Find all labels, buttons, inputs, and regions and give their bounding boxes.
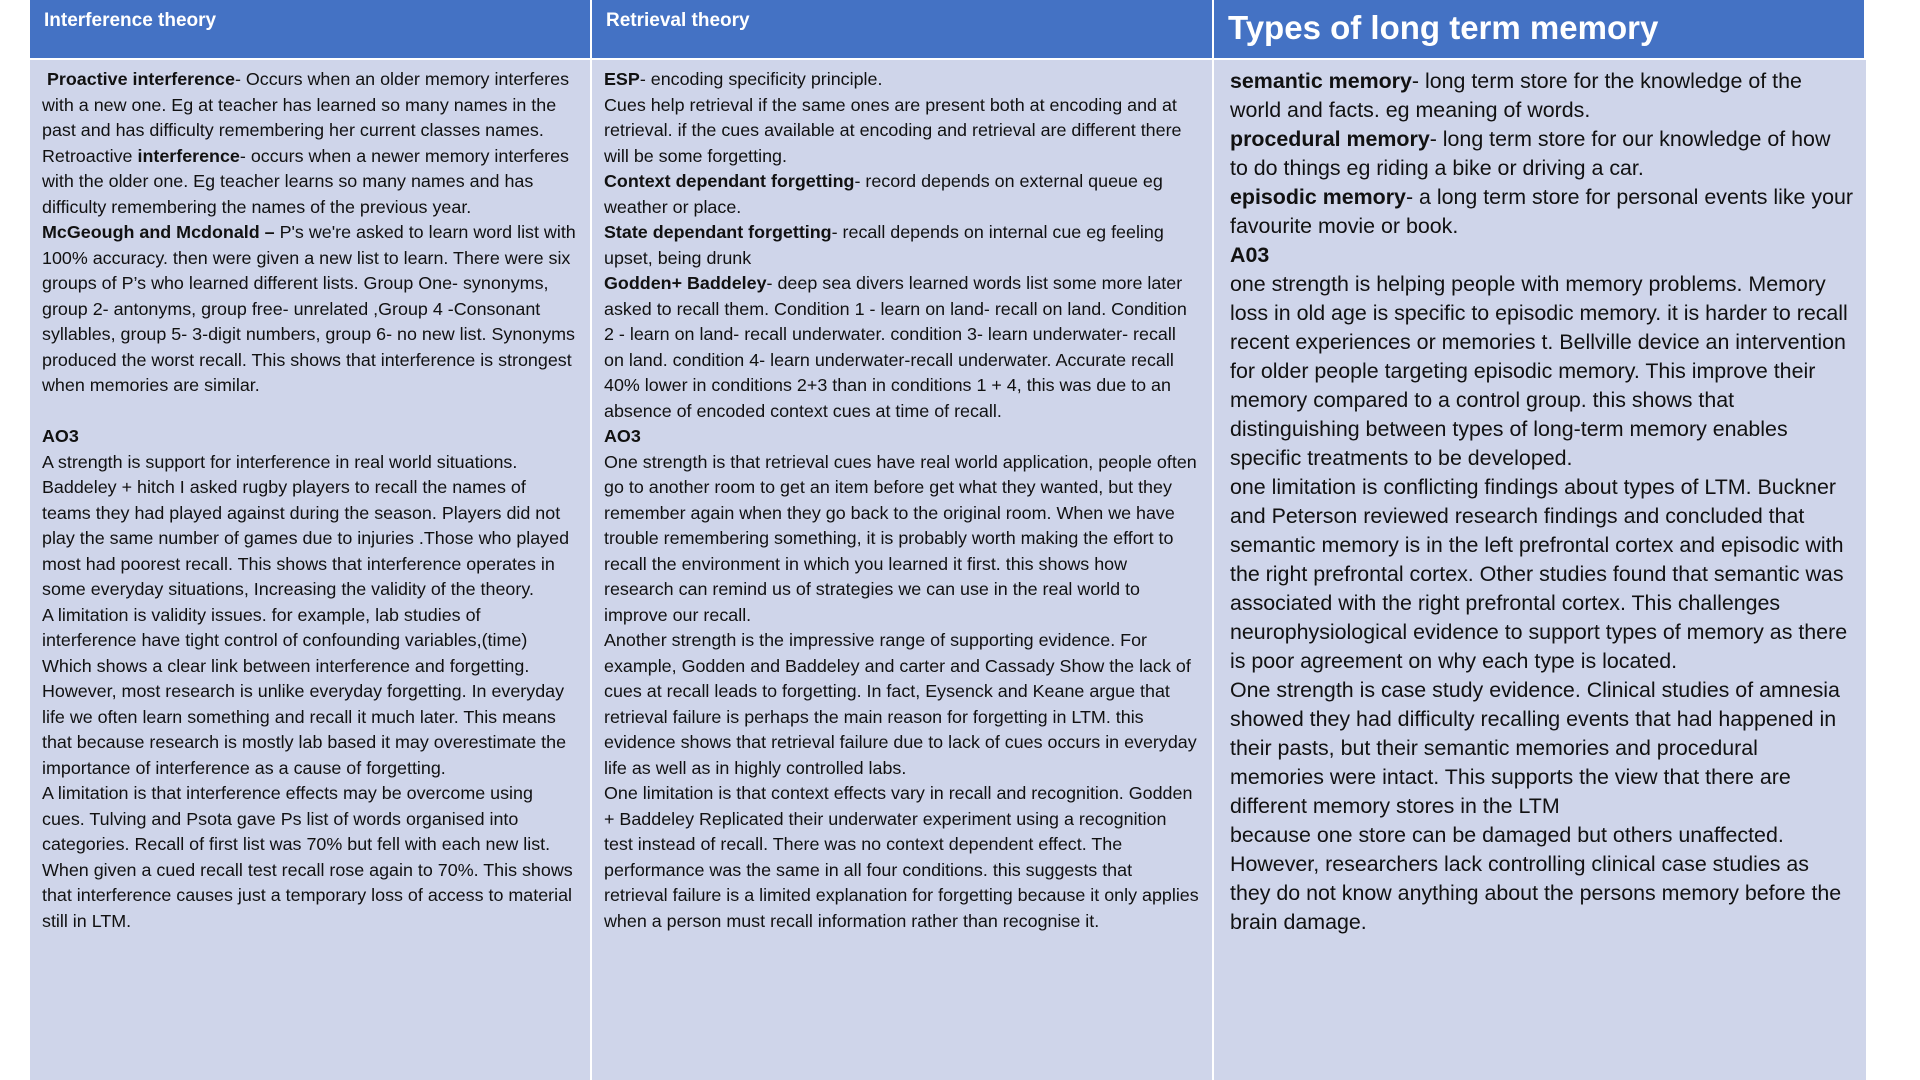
term-state-dependant: State dependant forgetting — [604, 222, 832, 242]
term-interference: interference — [137, 145, 240, 166]
term-procedural-memory: procedural memory — [1230, 127, 1430, 151]
ltm-paragraph-2 — [1230, 125, 1854, 183]
text: P's we're asked to learn word list with 100% accuracy. then were given a new list to learn. There were six groups of P’s who learned different lists. Group One- synonyms, group 2- antonyms, group free- unrelated ,Group 4 -Consonant syllables, group 5- 3-digit numbers, group 6- no new list. Synonyms produced the worst recall. This shows that interference is strongest when memories are similar. — [42, 222, 576, 395]
header-retrieval-theory — [592, 0, 1214, 58]
ltm-ao3-label — [1230, 241, 1854, 270]
header-interference-theory — [30, 0, 592, 58]
term-proactive-interference: Proactive interference — [46, 69, 235, 89]
text: - recall depends on internal cue eg feeling upset, being drunk — [604, 222, 1164, 268]
retrieval-paragraph-2: Cues help retrieval if the same ones are present both at encoding and at retrieval. if the cues available at encoding and retrieval are different there will be some forgetting. — [604, 94, 1182, 166]
term-esp: ESP — [604, 69, 640, 89]
term-godden-baddeley: Godden+ Baddeley — [604, 273, 767, 293]
spacer — [42, 399, 578, 425]
ao3-heading: AO3 — [42, 426, 79, 446]
retrieval-paragraph-1 — [604, 67, 1200, 93]
ltm-paragraph-5: one limitation is conflicting findings about types of LTM. Buckner and Peterson reviewed research findings and concluded that semantic memory is in the left prefrontal cortex and episodic with the right prefrontal cortex. Other studies found that semantic was associated with the right prefrontal cortex. This challenges neurophysiological evidence to support types of memory as there is poor agreement on why each type is located. — [1230, 475, 1848, 673]
text: - record depends on external queue eg weather or place. — [604, 171, 1163, 217]
term-semantic-memory: semantic memory — [1230, 69, 1412, 93]
ao3-heading: A03 — [1230, 243, 1270, 267]
retrieval-paragraph-5 — [604, 271, 1200, 424]
text: - Occurs when an older memory interferes with a new one. Eg at teacher has learned so many names in the past and has difficulty remembering her current classes names. Retroactive — [42, 69, 570, 166]
retrieval-paragraph-4 — [604, 220, 1200, 271]
retrieval-theory-cell — [592, 58, 1214, 1080]
text: - a long term store for personal events like your favourite movie or book. — [1230, 185, 1853, 238]
ltm-paragraph-7: because one store can be damaged but others unaffected. However, researchers lack controlling clinical case studies as they do not know anything about the persons memory before the brain damage. — [1230, 823, 1842, 934]
header-types-of-ltm — [1214, 0, 1866, 58]
ltm-paragraph-3 — [1230, 183, 1854, 241]
interference-paragraph-1 — [42, 67, 578, 220]
retrieval-paragraph-8: One limitation is that context effects vary in recall and recognition. Godden + Baddeley Replicated their underwater experiment using a recognition test instead of recall. There was no context dependent effect. The performance was the same in all four conditions. this suggests that retrieval failure is a limited explanation for forgetting because it only applies when a person must recall information rather than recognise it. — [604, 783, 1199, 931]
text: - long term store for the knowledge of the world and facts. eg meaning of words. — [1230, 69, 1802, 122]
interference-theory-cell — [30, 58, 592, 1080]
retrieval-ao3-label — [604, 424, 1200, 450]
interference-paragraph-3: A strength is support for interference in real world situations. Baddeley + hitch I asked rugby players to recall the names of teams they had played against during the season. Players did not play the same number of games due to injuries .Those who played most had poorest recall. This shows that interference operates in some everyday situations, Increasing the validity of the theory. — [42, 451, 570, 599]
text: - long term store for our knowledge of how to do things eg riding a bike or driving a car. — [1230, 127, 1831, 180]
interference-paragraph-4: A limitation is validity issues. for example, lab studies of interference have tight control of confounding variables,(time) Which shows a clear link between interference and forgetting. However, most research is unlike everyday forgetting. In everyday life we often learn something and recall it much later. This means that because research is mostly lab based it may overestimate the importance of interference as a cause of forgetting. — [42, 604, 567, 778]
interference-paragraph-5: A limitation is that interference effects may be overcome using cues. Tulving and Psota gave Ps list of words organised into categories. Recall of first list was 70% but fell with each new list. When given a cued recall test recall rose again to 70%. This shows that interference causes just a temporary loss of access to material still in LTM. — [42, 783, 573, 931]
term-mcgeough-mcdonald: McGeough and Mcdonald – — [42, 222, 275, 242]
ltm-paragraph-1 — [1230, 67, 1854, 125]
text: - occurs when a newer memory interferes with the older one. Eg teacher learns so many names and has difficulty remembering the names of the previous year. — [42, 145, 569, 217]
notes-table — [30, 0, 1866, 1080]
types-of-ltm-cell — [1214, 58, 1866, 1080]
header-retrieval-theory-label: Retrieval theory — [606, 10, 750, 31]
term-episodic-memory: episodic memory — [1230, 185, 1406, 209]
ltm-paragraph-6: One strength is case study evidence. Clinical studies of amnesia showed they had difficulty recalling events that had happened in their pasts, but their semantic memories and procedural memories were intact. This supports the view that there are different memory stores in the LTM — [1230, 678, 1840, 818]
text: - deep sea divers learned words list some more later asked to recall them. Condition 1 - learn on land- recall on land. Condition 2 - learn on land- recall underwater. condition 3- learn underwater- recall on land. condition 4- learn underwater-recall underwater. Accurate recall 40% lower in conditions 2+3 than in conditions 1 + 4, this was due to an absence of encoded context cues at time of recall. — [604, 273, 1187, 421]
ltm-paragraph-4: one strength is helping people with memory problems. Memory loss in old age is specific to episodic memory. it is harder to recall recent experiences or memories t. Bellville device an intervention for older people targeting episodic memory. This improve their memory compared to a control group. this shows that distinguishing between types of long-term memory enables specific treatments to be developed. — [1230, 272, 1848, 470]
header-types-of-ltm-label: Types of long term memory — [1228, 9, 1659, 46]
term-context-dependant: Context dependant forgetting — [604, 171, 855, 191]
text: - encoding specificity principle. — [639, 69, 883, 89]
retrieval-paragraph-7: Another strength is the impressive range of supporting evidence. For example, Godden and Baddeley and carter and Cassady Show the lack of cues at recall leads to forgetting. In fact, Eysenck and Keane argue that retrieval failure is perhaps the main reason for forgetting in LTM. this evidence shows that retrieval failure due to lack of cues occurs in everyday life as well as in highly controlled labs. — [604, 630, 1197, 778]
header-interference-theory-label: Interference theory — [44, 10, 217, 31]
ao3-heading: AO3 — [604, 426, 641, 446]
retrieval-paragraph-6: One strength is that retrieval cues have real world application, people often go to another room to get an item before get what they wanted, but they remember again when they go back to the original room. When we have trouble remembering something, it is probably worth making the effort to recall the environment in which you learned it first. this shows how research can remind us of strategies we can use in the real world to improve our recall. — [604, 451, 1197, 625]
retrieval-paragraph-3 — [604, 169, 1200, 220]
interference-paragraph-2 — [42, 220, 578, 399]
interference-ao3-label — [42, 424, 578, 450]
